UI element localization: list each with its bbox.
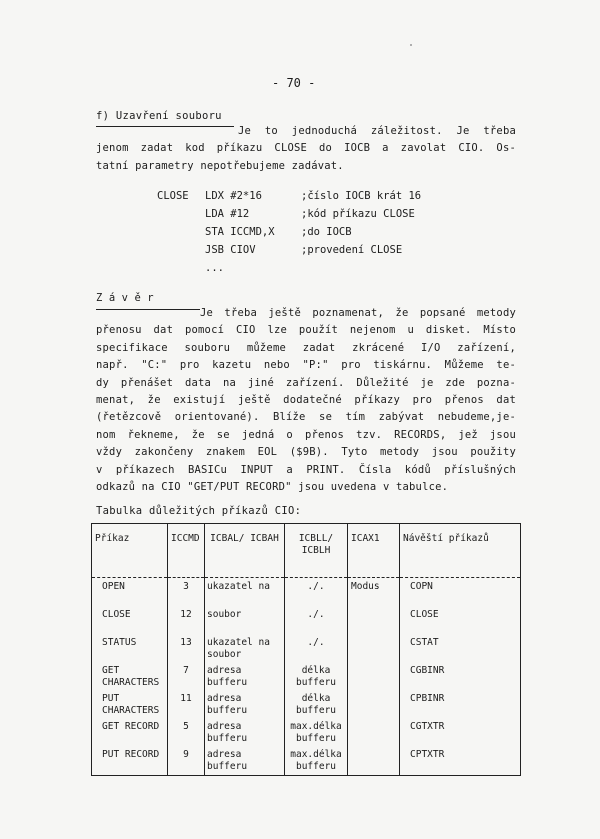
table-cell: 9 [168,747,205,776]
table-cell: CPTXTR [400,747,521,776]
table-cell [348,663,400,691]
table-row [92,607,521,635]
code-instruction: LDA #12 [205,208,250,220]
table-cell: adresa bufferu [205,719,285,747]
table-cell: CGBINR [400,663,521,691]
cio-commands-table [91,523,521,776]
table-cell: OPEN [102,581,125,592]
paper-speck [410,44,412,46]
code-comments [301,187,421,259]
header-cell: Příkaz [92,524,168,578]
table-cell: GET RECORD [102,721,160,732]
table-cell: soubor [205,607,285,635]
header-cell: ICBAL/ ICBAH [205,524,285,578]
table-cell [348,747,400,776]
paragraph-line: specifikace souboru můžeme zadat zkrácené I/O zařízení, [96,341,516,354]
table-cell: ./. [285,635,348,663]
table-cell: adresa bufferu [205,747,285,776]
paragraph-line: (řetězcově orientované). Blíže se tím zabývat nebudeme,je- [96,411,516,424]
table-cell: 12 [168,607,205,635]
paragraph-line: tatní parametry nepotřebujeme zadávat. [96,159,344,172]
table-row [92,578,521,608]
table-cell: COPN [400,578,521,608]
table-cell: adresa bufferu [205,663,285,691]
code-comment: ;kód příkazu CLOSE [301,208,415,220]
conclusion-paragraph [96,305,516,496]
table-cell [348,607,400,635]
code-instruction: JSB CIOV [205,244,256,256]
table-cell: CLOSE [400,607,521,635]
paragraph-line: v příkazech BASICu INPUT a PRINT. Čísla kódů příslušných [96,463,516,476]
section-heading-close-file: f) Uzavření souboru [96,110,222,122]
table-cell [348,691,400,719]
code-comment: ;do IOCB [301,226,352,238]
paragraph-line: Je třeba ještě poznamenat, že popsané metody [200,307,516,319]
table-cell: ./. [285,578,348,608]
close-file-paragraph [96,123,516,175]
header-cell: Návěští příkazů [400,524,521,578]
table-header-row [92,524,521,578]
table-row [92,747,521,776]
code-ellipsis: ... [205,262,224,274]
table-cell: CSTAT [400,635,521,663]
paragraph-line: menat, že existují ještě dodatečné příkazy pro přenos dat [96,394,516,407]
paragraph-line: vždy zakončeny znakem EOL ($9B). Tyto metody jsou použity [96,446,516,459]
table-cell: CPBINR [400,691,521,719]
header-cell: ICCMD [168,524,205,578]
table-cell: PUT RECORD [102,749,160,760]
table-cell: 13 [168,635,205,663]
table-cell: Modus [348,578,400,608]
table-cell: CLOSE [102,609,131,620]
code-instruction: STA ICCMD,X [205,226,275,238]
table-cell: ukazatel na [205,578,285,608]
code-instructions [205,187,275,277]
table-row [92,719,521,747]
table-cell: STATUS [102,637,137,648]
header-cell: ICAX1 [348,524,400,578]
code-comment: ;číslo IOCB krát 16 [301,190,422,202]
table-cell: adresa bufferu [205,691,285,719]
table-caption: Tabulka důležitých příkazů CIO: [96,505,302,517]
paragraph-line: odkazů na CIO "GET/PUT RECORD" jsou uvedena v tabulce. [96,481,449,494]
table-cell [348,635,400,663]
table-cell: 5 [168,719,205,747]
table-cell: 11 [168,691,205,719]
table-cell: max.délka bufferu [285,747,348,776]
code-label-close: CLOSE [157,190,189,202]
paragraph-line: Je to jednoduchá záležitost. Je třeba [238,125,516,137]
paragraph-line: dy přenášet data na jiné zařízení. Důležité je zde pozna- [96,376,516,389]
table-row [92,663,521,691]
paragraph-line: jenom zadat kod příkazu CLOSE do IOCB a zavolat CIO. Os- [96,142,516,155]
table-cell [348,719,400,747]
table-cell: max.délka bufferu [285,719,348,747]
paragraph-line: např. "C:" pro kazetu nebo "P:" pro tiskárnu. Můžeme te- [96,359,516,372]
page-number: - 70 - [272,76,316,90]
code-instruction: LDX #2*16 [205,190,262,202]
section-heading-conclusion: Závěr [96,292,161,304]
paragraph-line: nom řekneme, že se jedná o přenos tzv. RECORDS, jež jsou [96,428,516,441]
header-cell: ICBLL/ ICBLH [285,524,348,578]
table-cell: ./. [285,607,348,635]
table-cell: PUT CHARACTERS [102,693,160,716]
table-cell: délka bufferu [285,663,348,691]
table-cell: CGTXTR [400,719,521,747]
table-cell: 7 [168,663,205,691]
code-comment: ;provedení CLOSE [301,244,403,256]
table-cell: ukazatel na soubor [205,635,285,663]
table-cell: délka bufferu [285,691,348,719]
table-row [92,635,521,663]
table-cell: GET CHARACTERS [102,665,160,688]
table-row [92,691,521,719]
table-cell: 3 [168,578,205,608]
paragraph-line: přenosu dat pomocí CIO lze použít nejenom u disket. Místo [96,324,516,337]
code-label [157,187,189,205]
